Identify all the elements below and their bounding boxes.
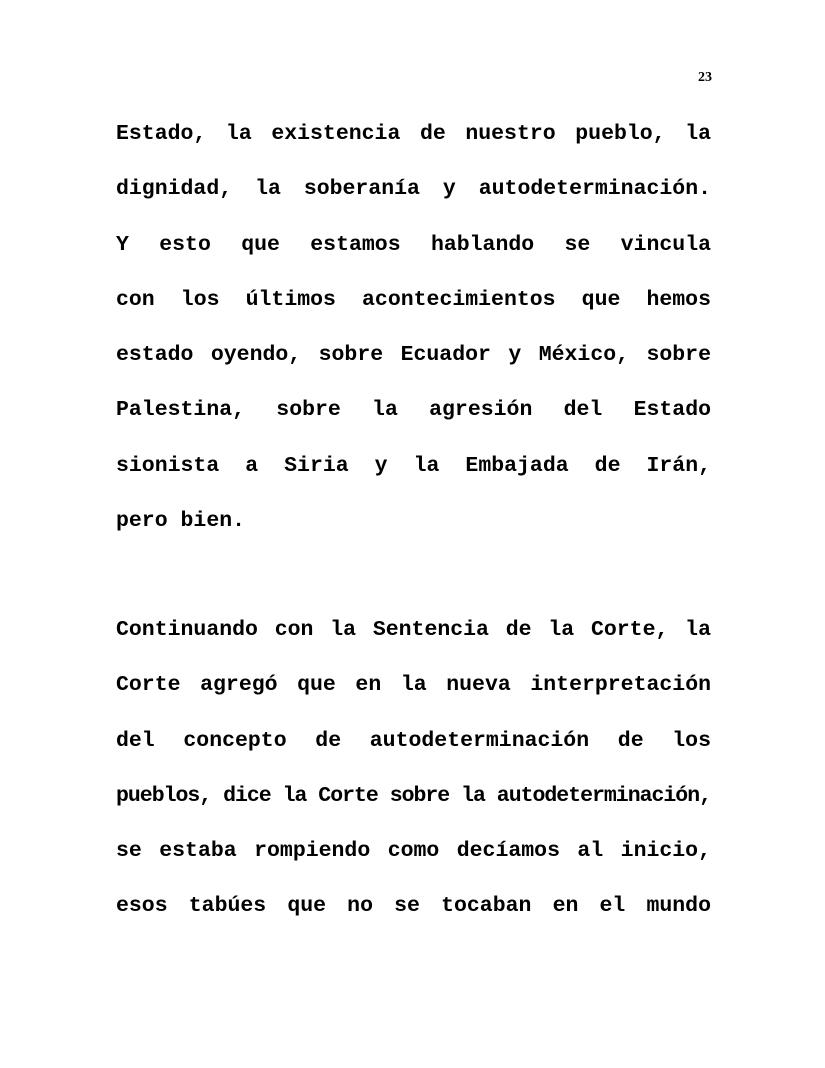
text-line: pueblos, dice la Corte sobre la autodeterminación, xyxy=(116,783,711,808)
paragraph-1 xyxy=(116,107,711,549)
text-line: con los últimos acontecimientos que hemos xyxy=(116,287,711,312)
text-line: estado oyendo, sobre Ecuador y México, sobre xyxy=(116,343,711,368)
text-line: Y esto que estamos hablando se vincula xyxy=(116,232,711,257)
text-line: Continuando con la Sentencia de la Corte, la xyxy=(116,618,711,642)
text-line: dignidad, la soberanía y autodeterminación. xyxy=(116,177,711,202)
text-line: del concepto de autodeterminación de los xyxy=(116,728,711,753)
text-line: Palestina, sobre la agresión del Estado xyxy=(116,398,711,423)
text-line: sionista a Siria y la Embajada de Irán, xyxy=(116,453,711,478)
page-number: 23 xyxy=(698,70,712,85)
text-line: Corte agregó que en la nueva interpretación xyxy=(116,673,711,698)
paragraph-2 xyxy=(116,603,711,935)
text-line: Estado, la existencia de nuestro pueblo, la xyxy=(116,122,711,146)
text-line: esos tabúes que no se tocaban en el mundo xyxy=(116,894,711,919)
text-line: se estaba rompiendo como decíamos al inicio, xyxy=(116,839,711,864)
text-line: pero bien. xyxy=(116,509,246,534)
